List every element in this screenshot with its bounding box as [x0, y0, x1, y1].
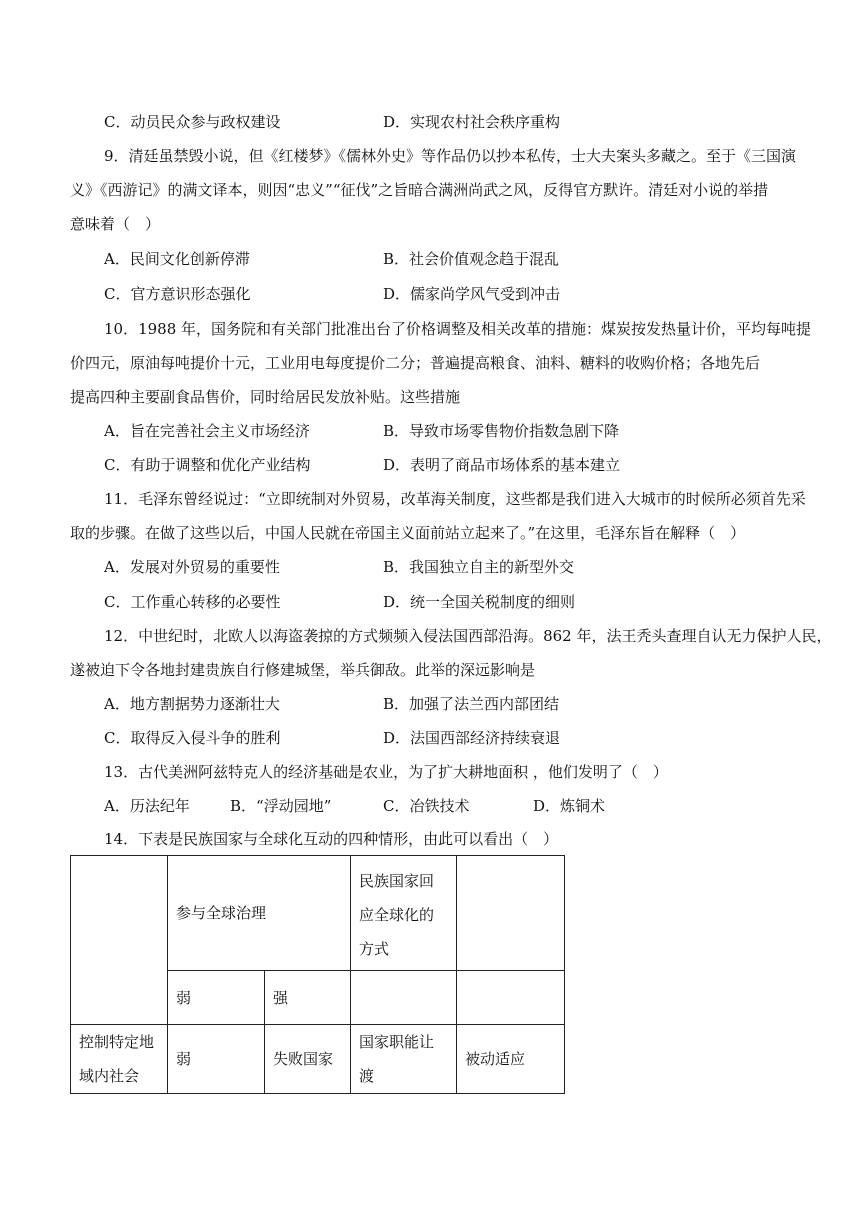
q9-stem-line-3: 意味着（ ） — [70, 215, 161, 233]
table-row — [71, 856, 565, 971]
q10-stem-line-2: 价四元，原油每吨提价十元，工业用电每度提价二分；普遍提高粮食、油料、糖料的收购价格；各地先后 — [70, 354, 761, 372]
table-row — [71, 1025, 565, 1094]
table-cell-weak: 弱 — [168, 1025, 265, 1094]
q12-option-b: B．加强了法兰西内部团结 — [383, 695, 560, 713]
table-header-participation: 参与全球治理 — [168, 856, 351, 971]
q10-stem-line-3: 提高四种主要副食品售价，同时给居民发放补贴。这些措施 — [70, 388, 461, 406]
q12-option-a: A．地方割据势力逐渐壮大 — [104, 695, 280, 713]
table-cell-empty — [351, 971, 457, 1025]
q8-option-d: D．实现农村社会秩序重构 — [383, 113, 561, 131]
table-cell-weak: 弱 — [168, 971, 265, 1025]
q11-stem-line-1: 11．毛泽东曾经说过：“立即统制对外贸易，改革海关制度，这些都是我们进入大城市的时候所必须首先采 — [104, 490, 806, 508]
q11-option-a: A．发展对外贸易的重要性 — [104, 558, 280, 576]
q11-option-b: B．我国独立自主的新型外交 — [383, 558, 575, 576]
table-cell-empty — [71, 856, 168, 1025]
q9-option-b: B．社会价值观念趋于混乱 — [383, 250, 560, 268]
q12-option-c: C．取得反入侵斗争的胜利 — [104, 729, 281, 747]
q9-stem-line-1: 9．清廷虽禁毁小说，但《红楼梦》《儒林外史》等作品仍以抄本私传，士大夫案头多藏之。至于《三国演 — [104, 147, 797, 165]
q13-stem: 13．古代美洲阿兹特克人的经济基础是农业，为了扩大耕地面积 ，他们发明了（ ） — [104, 763, 668, 781]
table-cell-function-transfer: 国家职能让渡 — [351, 1025, 457, 1094]
table-row-label-control: 控制特定地域内社会 — [71, 1025, 168, 1094]
q10-option-b: B．导致市场零售物价指数急剧下降 — [383, 422, 620, 440]
q9-option-d: D．儒家尚学风气受到冲击 — [383, 285, 561, 303]
q9-option-c: C．官方意识形态强化 — [104, 285, 251, 303]
q9-stem-line-2: 义》《西游记》的满文译本，则因“忠义”“征伐”之旨暗合满洲尚武之风，反得官方默许。清廷对小说的举措 — [70, 181, 769, 199]
q10-option-a: A．旨在完善社会主义市场经济 — [104, 422, 310, 440]
q12-stem-line-1: 12．中世纪时，北欧人以海盗袭掠的方式频频入侵法国西部沿海。862 年，法王秃头查理自认无力保护人民， — [104, 627, 832, 645]
table-cell-failed-state: 失败国家 — [265, 1025, 351, 1094]
q12-stem-line-2: 遂被迫下令各地封建贵族自行修建城堡，举兵御敌。此举的深远影响是 — [70, 661, 536, 679]
q11-option-c: C．工作重心转移的必要性 — [104, 593, 281, 611]
q10-option-c: C．有助于调整和优化产业结构 — [104, 456, 311, 474]
table-cell-passive-adaptation: 被动适应 — [457, 1025, 565, 1094]
q13-option-c: C．冶铁技术 — [383, 797, 470, 815]
q10-option-d: D．表明了商品市场体系的基本建立 — [383, 456, 621, 474]
q10-stem-line-1: 10．1988 年，国务院和有关部门批准出台了价格调整及相关改革的措施：煤炭按发热量计价，平均每吨提 — [104, 320, 812, 338]
q12-option-d: D．法国西部经济持续衰退 — [383, 729, 561, 747]
table-header-response-mode: 民族国家回应全球化的方式 — [351, 856, 457, 971]
q14-table — [70, 855, 565, 1094]
q9-option-a: A．民间文化创新停滞 — [104, 250, 250, 268]
q14-stem: 14．下表是民族国家与全球化互动的四种情形，由此可以看出（ ） — [104, 830, 559, 848]
q8-option-c: C．动员民众参与政权建设 — [104, 113, 281, 131]
table-cell-empty — [457, 971, 565, 1025]
q13-option-d: D．炼铜术 — [533, 797, 606, 815]
q13-option-a: A．历法纪年 — [104, 797, 190, 815]
q13-option-b: B．“浮动园地” — [230, 797, 332, 815]
table-cell-strong: 强 — [265, 971, 351, 1025]
table-cell-empty — [457, 856, 565, 971]
q11-stem-line-2: 取的步骤。在做了这些以后，中国人民就在帝国主义面前站立起来了。”在这里，毛泽东旨在解释（ ） — [70, 524, 746, 542]
q11-option-d: D．统一全国关税制度的细则 — [383, 593, 576, 611]
